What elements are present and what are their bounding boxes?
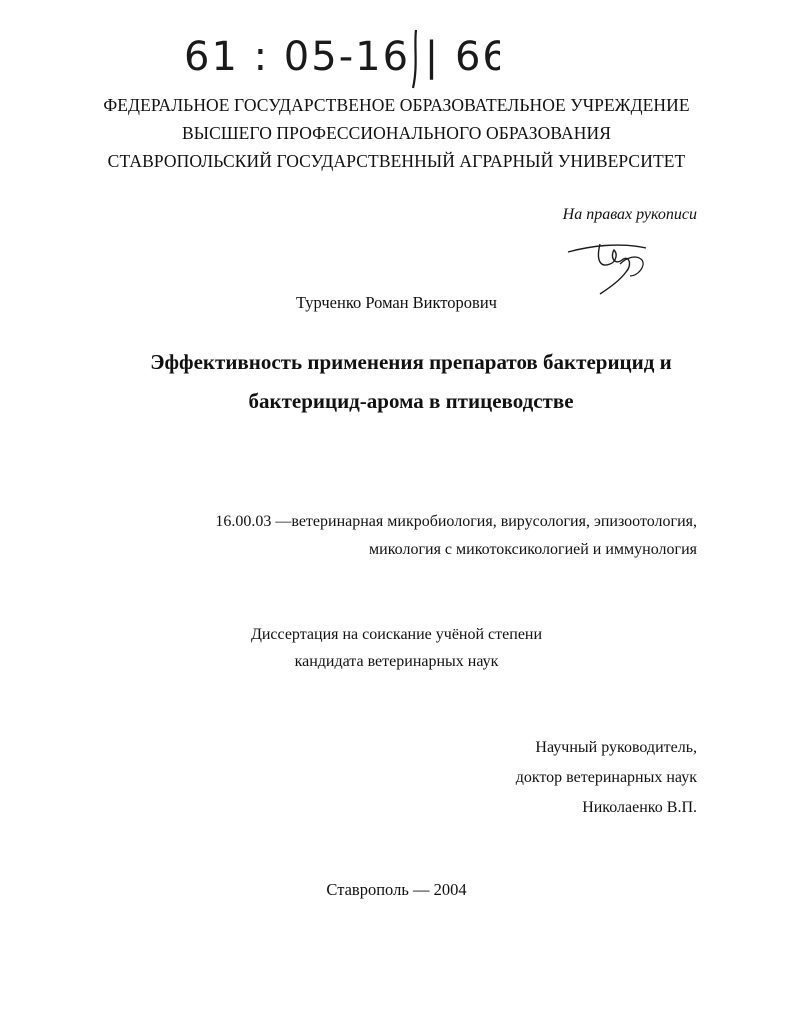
author-signature: [560, 236, 655, 300]
degree-statement: [0, 621, 793, 675]
degree-line-1: Диссертация на соискание учёной степени: [250, 626, 543, 643]
title-line-2: бактерицид-арома в птицеводстве: [248, 389, 574, 413]
handwritten-number-text: 61 : 05-16 | 66: [184, 34, 500, 80]
city-year: Ставрополь — 2004: [326, 880, 467, 899]
manuscript-rights-note: На правах рукописи: [562, 206, 697, 223]
degree-line-2: кандидата ветеринарных наук: [294, 653, 499, 670]
institution-header: [0, 91, 793, 175]
supervisor-line-2: доктор ветеринарных наук: [515, 769, 697, 786]
supervisor-line-1: Научный руководитель,: [535, 739, 697, 756]
specialty-line-2: микология с микотоксикологией и иммунология: [369, 541, 697, 558]
supervisor-line-3: Николаенко В.П.: [582, 799, 697, 816]
specialty-code: [157, 508, 697, 564]
institution-line-2: ВЫСШЕГО ПРОФЕССИОНАЛЬНОГО ОБРАЗОВАНИЯ: [181, 123, 612, 143]
dissertation-title: [96, 343, 726, 421]
author-name: Турченко Роман Викторович: [296, 293, 497, 312]
handwritten-archive-number: [180, 26, 500, 90]
handwritten-number-graphic: [180, 26, 500, 90]
title-line-1: Эффективность применения препаратов бактерицид и: [150, 350, 672, 374]
institution-line-3: СТАВРОПОЛЬСКИЙ ГОСУДАРСТВЕННЫЙ АГРАРНЫЙ УНИВЕРСИТЕТ: [107, 151, 686, 171]
scientific-supervisor: [377, 733, 697, 823]
signature-graphic: [560, 236, 655, 300]
institution-line-1: ФЕДЕРАЛЬНОЕ ГОСУДАРСТВЕНОЕ ОБРАЗОВАТЕЛЬНОЕ УЧРЕЖДЕНИЕ: [103, 95, 690, 115]
specialty-line-1: 16.00.03 —ветеринарная микробиология, вирусология, эпизоотология,: [215, 513, 697, 530]
